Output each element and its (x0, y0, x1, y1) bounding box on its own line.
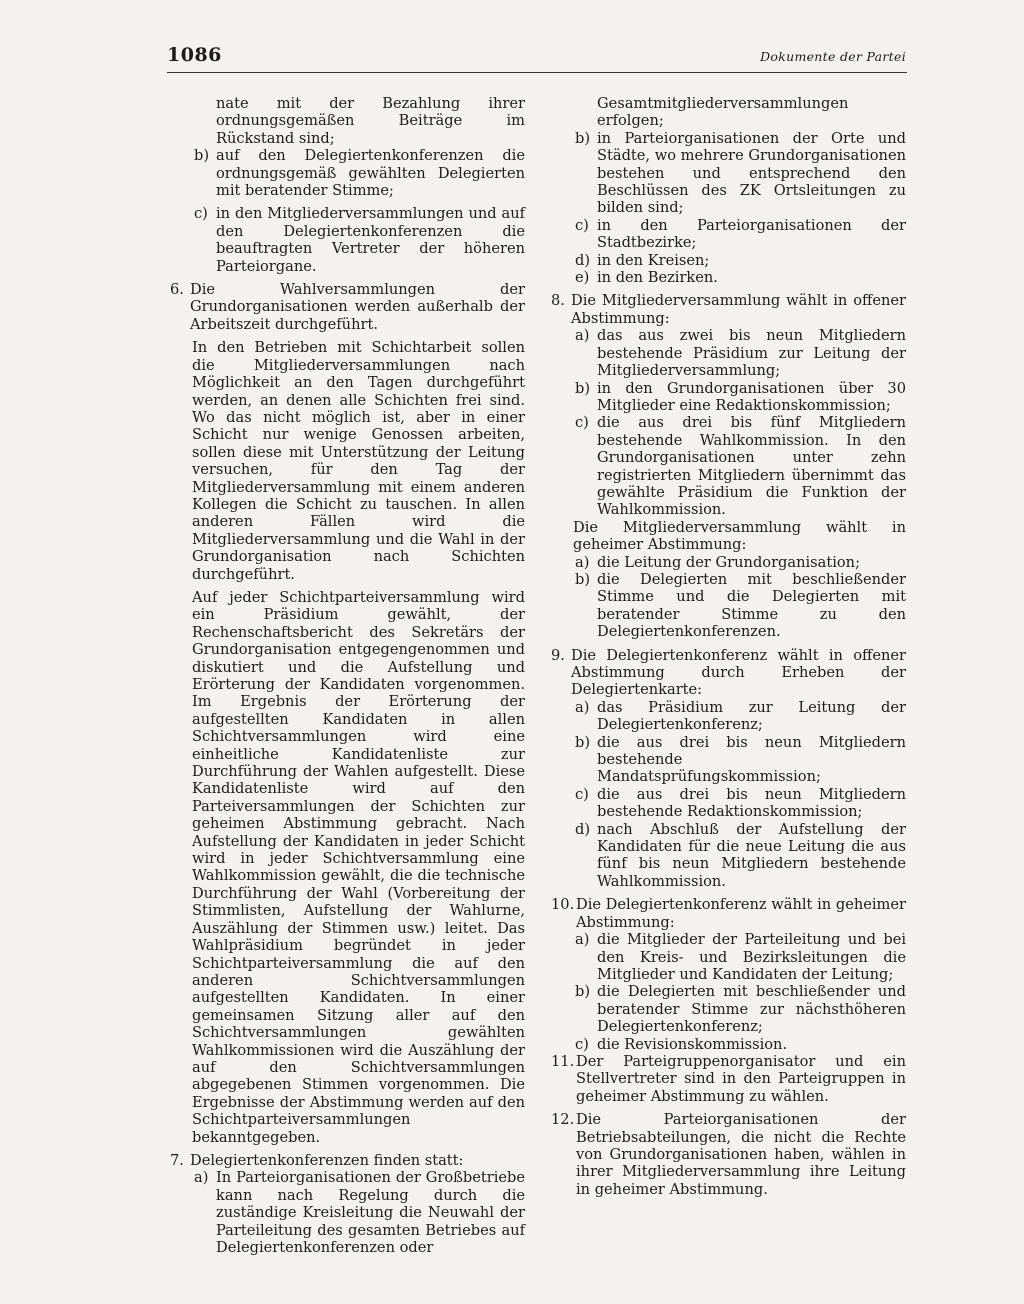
item-text: In Parteiorganisationen der Großbetriebe kann nach Regelung durch die zuständige Kreisleitung die Neuwahl der Parteileitung des gesamten Betriebes auf Delegiertenkonferenzen oder (216, 1169, 525, 1256)
item-text: die Mitglieder der Parteileitung und bei den Kreis- und Bezirksleitungen die Mitglieder und Kandidaten der Leitung; (597, 931, 906, 983)
item-label: a) (575, 698, 590, 716)
list-item (551, 821, 906, 891)
item-text: das aus zwei bis neun Mitgliedern bestehende Präsidium zur Leitung der Mitgliederversammlung; (597, 327, 906, 380)
list-item (551, 931, 906, 983)
item-label: b) (575, 129, 591, 147)
item-label: b) (575, 379, 591, 397)
paragraph: Die Mitgliederversammlung wählt in geheimer Abstimmung: (573, 518, 906, 554)
item-label: d) (575, 820, 591, 838)
item-label: b) (575, 983, 591, 1001)
section-number: 6. (170, 281, 184, 299)
item-text: auf den Delegiertenkonferenzen die ordnungsgemäß gewählten Delegierten mit beratender Stimme; (216, 147, 525, 200)
running-head: Dokumente der Partei (760, 49, 906, 64)
section-text: Die Parteiorganisationen der Betriebsabteilungen, die nicht die Rechte von Grundorganisationen haben, wählen in ihrer Mitgliederversammlung ihre Leitung in geheimer Abstimmung. (576, 1111, 906, 1198)
section-text: Delegiertenkonferenzen finden statt: (190, 1151, 464, 1169)
item-text: die aus drei bis neun Mitgliedern bestehende Mandatsprüfungskommission; (597, 733, 906, 786)
list-item (551, 269, 906, 286)
item-text: die Delegierten mit beschließender Stimme und die Delegierten mit beratender Stimme zu den Delegiertenkonferenzen. (597, 570, 906, 641)
list-item (551, 252, 906, 269)
continuation-text: nate mit der Bezahlung ihrer ordnungsgemäßen Beiträge im Rückstand sind; (216, 95, 525, 147)
item-label: a) (194, 1169, 209, 1187)
list-item (170, 205, 525, 275)
list-item (551, 554, 906, 571)
section-12 (551, 1111, 906, 1198)
list-item (551, 217, 906, 252)
item-text: in den Mitgliederversammlungen und auf den Delegiertenkonferenzen die beauftragten Vertreter der höheren Parteiorgane. (216, 205, 525, 275)
item-label: a) (575, 327, 590, 345)
section-10 (551, 896, 906, 931)
list-item (551, 571, 906, 641)
item-text: die Revisionskommission. (597, 1035, 788, 1053)
list-item (551, 380, 906, 415)
list-item (551, 1036, 906, 1053)
section-number: 7. (170, 1151, 184, 1169)
section-number: 8. (551, 292, 565, 310)
header-rule (167, 72, 907, 73)
right-column (551, 95, 906, 1198)
section-number: 9. (551, 646, 565, 664)
list-item (551, 130, 906, 217)
section-8 (551, 292, 906, 327)
section-text: Die Delegiertenkonferenz wählt in geheimer Abstimmung: (576, 896, 906, 931)
item-text: die Leitung der Grundorganisation; (597, 553, 860, 571)
item-text: die aus drei bis neun Mitgliedern bestehende Redaktionskommission; (597, 785, 906, 821)
list-item (551, 983, 906, 1035)
item-text: in den Bezirken. (597, 269, 718, 287)
section-number: 10. (551, 896, 575, 914)
item-label: c) (575, 216, 589, 234)
section-9 (551, 647, 906, 699)
item-label: e) (575, 269, 590, 287)
item-text: in den Kreisen; (597, 251, 710, 269)
page-number: 1086 (167, 44, 222, 66)
continuation-text: Gesamtmitgliederversammlungen erfolgen; (597, 95, 849, 130)
item-label: c) (575, 785, 589, 803)
item-label: c) (575, 1035, 589, 1053)
list-item (170, 1169, 525, 1256)
paragraph: In den Betrieben mit Schichtarbeit sollen die Mitgliederversammlungen nach Möglichkeit an den Tagen durchgeführt werden, an denen alle Schichten frei sind. Wo das nicht möglich ist, aber in einer Schicht nur wenige Genossen arbeiten, sollen diese mit Unterstützung der Leitung versuchen, für den Tag der Mitgliederversammlung mit einem anderen Kollegen die Schicht zu tauschen. In allen anderen Fällen wird die Mitgliederversammlung und die Wahl in der Grundorganisation nach Schichten durchgeführt. (192, 339, 525, 583)
section-text: Der Parteigruppenorganisator und ein Stellvertreter sind in den Parteigruppen in geheimer Abstimmung zu wählen. (576, 1052, 906, 1105)
item-text: in Parteiorganisationen der Orte und Städte, wo mehrere Grundorganisationen bestehen und entsprechend den Beschlüssen des ZK Ortsleitungen zu bilden sind; (597, 129, 906, 217)
section-11 (551, 1053, 906, 1105)
item-text: in den Grundorganisationen über 30 Mitglieder eine Redaktionskommission; (597, 379, 906, 414)
item-label: a) (575, 931, 590, 949)
section-number: 11. (551, 1052, 575, 1070)
section-number: 12. (551, 1111, 575, 1129)
item-label: b) (575, 570, 591, 588)
list-item (551, 414, 906, 518)
item-label: c) (575, 414, 589, 432)
item-label: b) (194, 147, 210, 165)
section-text: Die Mitgliederversammlung wählt in offener Abstimmung: (571, 292, 906, 327)
item-text: das Präsidium zur Leitung der Delegiertenkonferenz; (597, 698, 906, 734)
item-label: a) (575, 553, 590, 571)
left-column (170, 95, 525, 1256)
list-item (551, 699, 906, 734)
section-text: Die Delegiertenkonferenz wählt in offener Abstimmung durch Erheben der Delegiertenkarte: (571, 646, 906, 699)
item-text: die aus drei bis fünf Mitgliedern bestehende Wahlkommission. In den Grundorganisationen unter zehn registrierten Mitgliedern übernimmt das gewählte Präsidium die Funktion der Wahlkommission. (597, 414, 906, 519)
item-label: d) (575, 251, 591, 269)
item-text: nach Abschluß der Aufstellung der Kandidaten für die neue Leitung die aus fünf bis neun Mitgliedern bestehende Wahlkommission. (597, 820, 906, 890)
item-label: b) (575, 733, 591, 751)
item-text: die Delegierten mit beschließender und beratender Stimme zur nächsthöheren Delegiertenkonferenz; (597, 983, 906, 1036)
list-item (551, 734, 906, 786)
section-text: Die Wahlversammlungen der Grundorganisationen werden außerhalb der Arbeitszeit durchgeführt. (190, 281, 525, 333)
item-label: c) (194, 205, 208, 223)
list-item (170, 147, 525, 199)
list-item (551, 786, 906, 821)
item-text: in den Parteiorganisationen der Stadtbezirke; (597, 216, 906, 252)
list-item (551, 327, 906, 379)
section-6 (170, 281, 525, 333)
paragraph: Auf jeder Schichtparteiversammlung wird ein Präsidium gewählt, der Rechenschaftsbericht des Sekretärs der Grundorganisation entgegengenommen und diskutiert und die Aufstellung und Erörterung der Kandidaten vorgenommen. Im Ergebnis der Erörterung der aufgestellten Kandidaten in allen Schichtversammlungen wird eine einheitliche Kandidatenliste zur Durchführung der Wahlen aufgestellt. Diese Kandidatenliste wird auf den Parteiversammlungen der Schichten zur geheimen Abstimmung gebracht. Nach Aufstellung der Kandidaten in jeder Schicht wird in jeder Schichtversammlung eine Wahlkommission gewählt, die die technische Durchführung der Wahl (Vorbereitung der Stimmlisten, Aufstellung der Wahlurne, Auszählung der Stimmen usw.) leitet. Das Wahlpräsidium begründet in jeder Schichtparteiversammlung die auf den anderen Schichtversammlungen aufgestellten Kandidaten. In einer gemeinsamen Sitzung aller auf den Schichtversammlungen gewählten Wahlkommissionen wird die Auszählung der auf den Schichtversammlungen abgegebenen Stimmen vorgenommen. Die Ergebnisse der Abstimmung werden auf den Schichtparteiversammlungen bekanntgegeben. (192, 588, 525, 1146)
section-7 (170, 1152, 525, 1169)
